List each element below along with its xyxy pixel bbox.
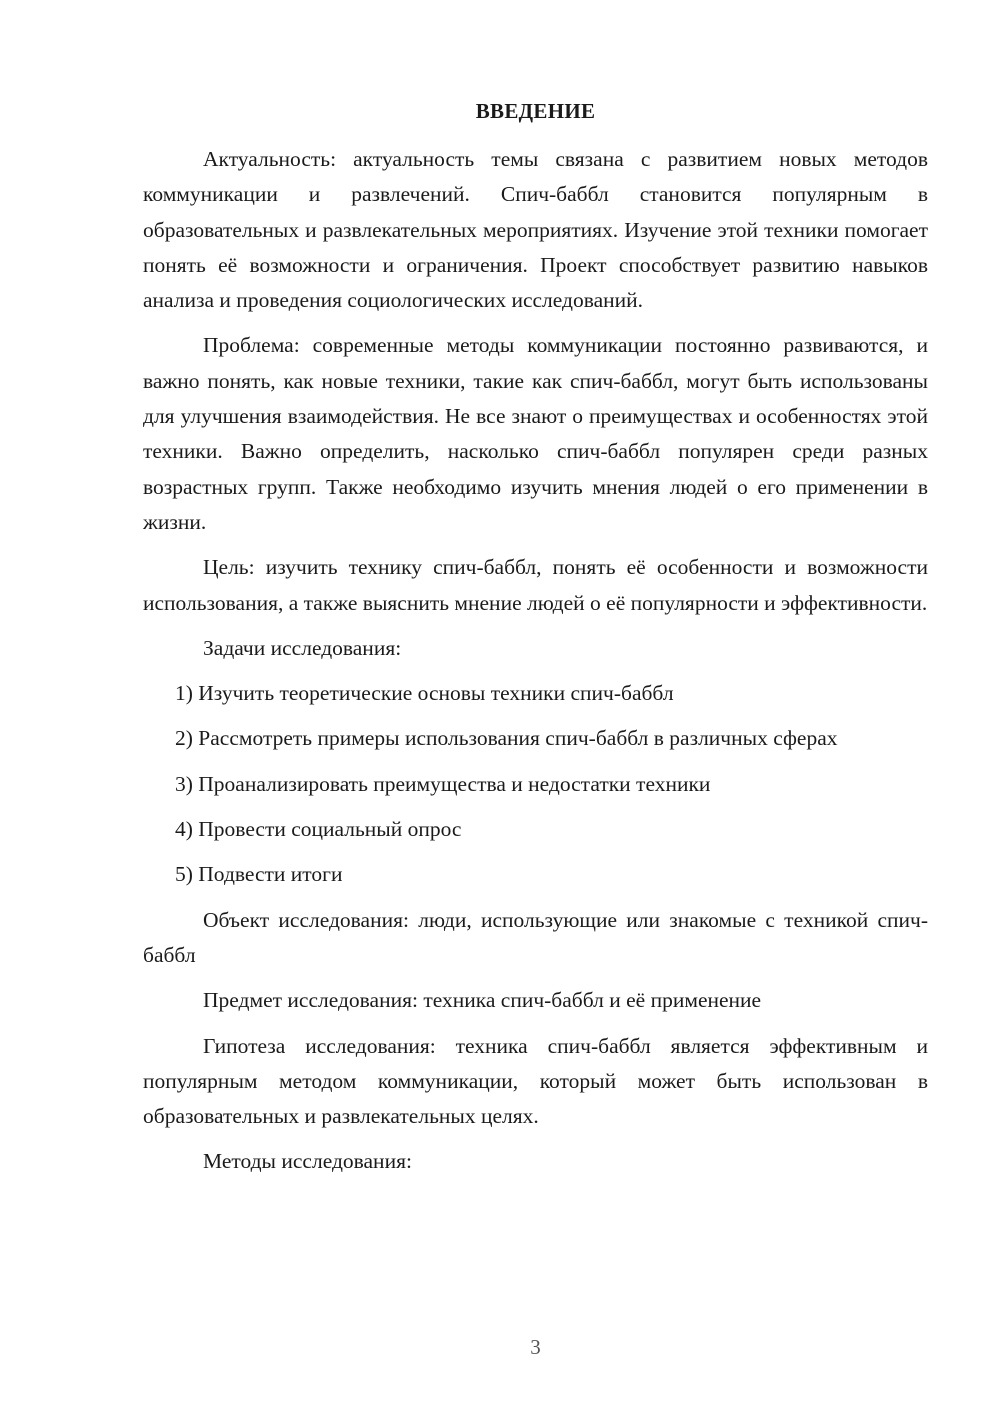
paragraph-object: Объект исследования: люди, использующие или знакомые с техникой спич-баббл	[143, 907, 928, 967]
task-item-4: 4) Провести социальный опрос	[175, 817, 462, 842]
paragraph-problem: Проблема: современные методы коммуникации постоянно развиваются, и важно понять, как новые техники, такие как спич-баббл, могут быть использованы для улучшения взаимодействия. Не все знают о преимуществах и особенностях этой техники. Важно определить, насколько спич-баббл популярен среди разных возрастных групп. Также необходимо изучить мнения людей о его применении в жизни.	[143, 333, 928, 534]
task-item-3: 3) Проанализировать преимущества и недостатки техники	[175, 771, 711, 796]
paragraph-methods: Методы исследования:	[203, 1149, 412, 1174]
document-page	[143, 0, 928, 1414]
document-body	[143, 142, 928, 1190]
paragraph-hypothesis: Гипотеза исследования: техника спич-баббл является эффективным и популярным методом коммуникации, который может быть использован в образовательных и развлекательных целях.	[143, 1033, 928, 1129]
page-number: 3	[530, 1335, 541, 1359]
paragraph-relevance: Актуальность: актуальность темы связана с развитием новых методов коммуникации и развлечений. Спич-баббл становится популярным в образовательных и развлекательных мероприятиях. Изучение этой техники помогает понять её возможности и ограничения. Проект способствует развитию навыков анализа и проведения социологических исследований.	[143, 147, 928, 313]
paragraph-goal: Цель: изучить технику спич-баббл, понять её особенности и возможности использования, а также выяснить мнение людей о её популярности и эффективности.	[143, 555, 928, 615]
paragraph-subject: Предмет исследования: техника спич-баббл и её применение	[203, 988, 762, 1013]
task-item-1: 1) Изучить теоретические основы техники спич-баббл	[175, 681, 674, 706]
task-item-5: 5) Подвести итоги	[175, 862, 343, 887]
task-item-2: 2) Рассмотреть примеры использования спич-баббл в различных сферах	[175, 726, 838, 751]
section-title: ВВЕДЕНИЕ	[475, 99, 596, 123]
paragraph-tasks-heading: Задачи исследования:	[203, 635, 402, 660]
